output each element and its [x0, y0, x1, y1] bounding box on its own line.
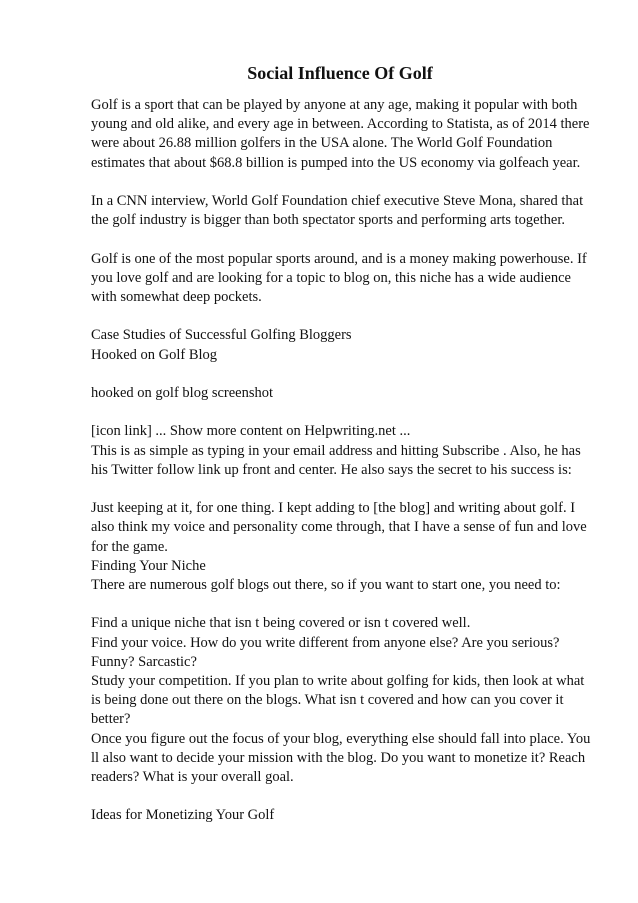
paragraph-popular-sport: Golf is one of the most popular sports around, and is a money making powerhouse. If you love golf and are looking for a topic to blog on, this niche has a wide audience with somewhat deep pockets.: [91, 250, 587, 305]
paragraph-gap: [91, 307, 598, 326]
paragraph-gap: [91, 595, 598, 614]
heading-monetizing: Ideas for Monetizing Your Golf: [91, 807, 275, 824]
heading-hooked-on-golf: Hooked on Golf Blog: [91, 346, 218, 363]
paragraph-intro: Golf is a sport that can be played by anyone at any age, making it popular with both young and old alike, and every age in between. According to Statista, as of 2014 there were about 26.88 million golfers in the USA alone. The World Golf Foundation estimates that about $68.8 billion is pumped into the US economy via golfeach year.: [91, 97, 590, 171]
image-caption: hooked on golf blog screenshot: [91, 384, 274, 401]
paragraph-quote: Just keeping at it, for one thing. I kept adding to [the blog] and writing about golf. I also think my voice and personality come through, that I have a sense of fun and love for the game.: [91, 500, 587, 555]
list-item-study-competition: Study your competition. If you plan to write about golfing for kids, then look at what is being done out there on the blogs. What isn t covered and how can you cover it better?: [91, 672, 585, 728]
paragraph-gap: [91, 480, 598, 499]
paragraph-gap: [91, 365, 598, 384]
paragraph-subscribe: This is as simple as typing in your email address and hitting Subscribe . Also, he has his Twitter follow link up front and center. He also says the secret to his success is:: [91, 442, 581, 478]
paragraph-gap: [91, 403, 598, 422]
paragraph-gap: [91, 787, 598, 806]
paragraph-numerous-blogs: There are numerous golf blogs out there, so if you want to start one, you need to:: [91, 576, 561, 593]
heading-finding-niche: Finding Your Niche: [91, 557, 206, 574]
list-item-find-voice: Find your voice. How do you write different from anyone else? Are you serious? Funny? Sarcastic?: [91, 634, 560, 670]
paragraph-blog-focus: Once you figure out the focus of your blog, everything else should fall into place. You ll also want to decide your mission with the blog. Do you want to monetize it? Reach readers? What is your overall goal.: [91, 730, 591, 785]
list-item-unique-niche: Find a unique niche that isn t being covered or isn t covered well.: [91, 615, 471, 632]
paragraph-gap: [91, 173, 598, 192]
document-title: Social Influence Of Golf: [247, 63, 433, 83]
heading-case-studies: Case Studies of Successful Golfing Bloggers: [91, 327, 352, 344]
paragraph-cnn-interview: In a CNN interview, World Golf Foundation chief executive Steve Mona, shared that the golf industry is bigger than both spectator sports and performing arts together.: [91, 193, 584, 229]
show-more-link[interactable]: [icon link] ... Show more content on Helpwriting.net ...: [91, 423, 411, 440]
paragraph-gap: [91, 230, 598, 249]
